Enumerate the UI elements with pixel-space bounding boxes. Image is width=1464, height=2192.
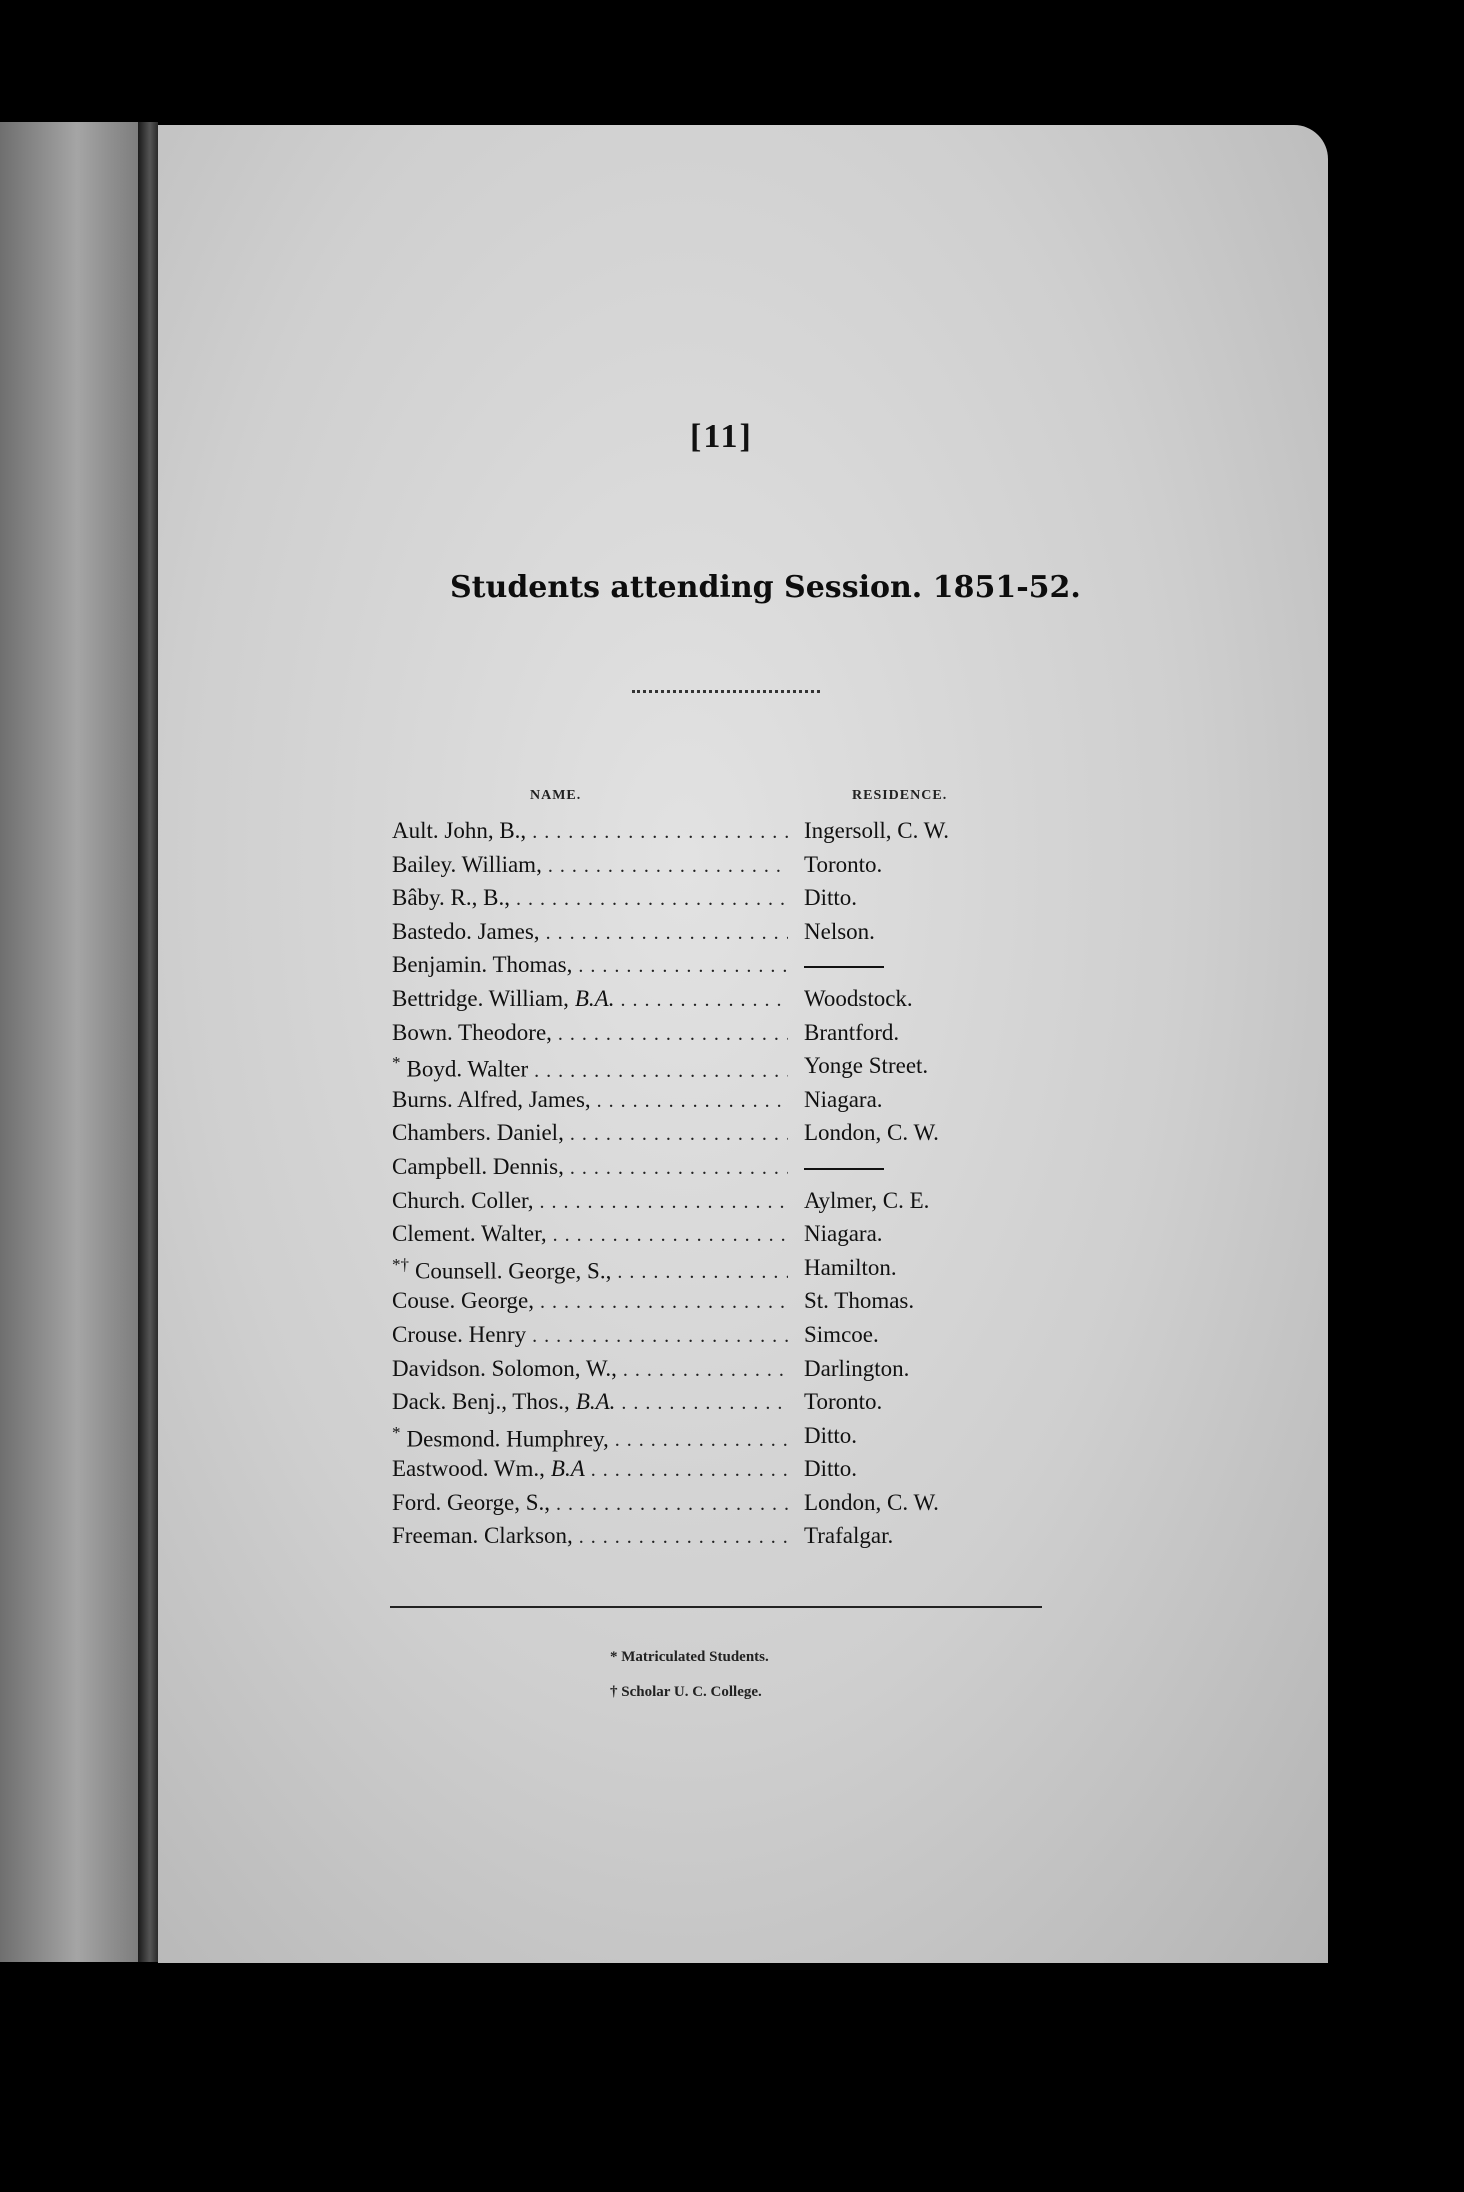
student-name-text: Bailey. William, [392,851,542,877]
student-name-text: Bâby. R., B., [392,885,510,911]
student-name-text: Desmond. Humphrey, [406,1426,609,1452]
student-row [392,1389,1012,1423]
student-name [392,952,788,978]
student-name-text: Freeman. Clarkson, [392,1523,573,1549]
student-name [392,1456,788,1482]
student-degree: B.A [550,1456,585,1482]
student-row [392,885,1012,919]
student-row [392,1221,1012,1255]
student-row [392,1255,1012,1289]
student-row [392,1188,1012,1222]
student-row [392,1020,1012,1054]
student-name-text: Church. Coller, [392,1187,534,1213]
student-row [392,818,1012,852]
student-name-text: Clement. Walter, [392,1221,547,1247]
student-residence: Niagara. [804,1221,883,1247]
student-name [392,1221,788,1247]
student-name [392,1053,788,1083]
student-name-text: Dack. Benj., Thos., [392,1389,570,1415]
student-name-text: Bastedo. James, [392,918,540,944]
student-row [392,1288,1012,1322]
student-name [392,852,788,878]
student-residence: Simcoe. [804,1321,879,1347]
student-residence: Woodstock. [804,985,913,1011]
student-name [392,1356,788,1382]
student-row [392,919,1012,953]
residence-blank-line [804,1168,884,1170]
student-degree: B.A. [575,1389,616,1415]
student-residence: Yonge Street. [804,1053,929,1079]
student-name-text: Benjamin. Thomas, [392,952,573,978]
student-row [392,1053,1012,1087]
page-title: Students attending Session. 1851-52. [450,570,1081,605]
page-number: [11] [690,418,753,455]
student-name [392,1087,788,1113]
student-degree: B.A. [574,985,615,1011]
student-name-text: Ault. John, B., [392,818,527,843]
student-name [392,1490,788,1516]
student-residence: Hamilton. [804,1254,897,1280]
student-name [392,885,788,911]
student-list [392,818,1012,1557]
student-row [392,1490,1012,1524]
student-residence: London, C. W. [804,1489,939,1515]
student-row [392,952,1012,986]
student-marks: * [392,1053,401,1073]
student-residence: Ditto. [804,1456,858,1482]
student-row [392,1456,1012,1490]
student-name-text: Burns. Alfred, James, [392,1086,591,1112]
student-row [392,1154,1012,1188]
student-residence [804,952,884,978]
student-name [392,1288,788,1314]
student-residence: Ingersoll, C. W. [804,818,950,843]
footnote-matriculated: * Matriculated Students. [610,1649,769,1665]
student-row [392,1423,1012,1457]
student-residence: Toronto. [804,1389,883,1415]
footnote-scholar: † Scholar U. C. College. [610,1684,762,1700]
student-name [392,1020,788,1046]
student-name-text: Bown. Theodore, [392,1019,552,1045]
student-row [392,1523,1012,1557]
student-residence: Toronto. [804,851,883,877]
student-name [392,1523,788,1549]
student-residence: Ditto. [804,885,858,911]
student-row [392,1120,1012,1154]
footnotes [610,1640,769,1710]
student-name-text: Bettridge. William, [392,985,569,1011]
student-residence: London, C. W. [804,1120,939,1146]
student-residence: Niagara. [804,1086,883,1112]
student-residence: Trafalgar. [804,1523,894,1549]
student-residence: Ditto. [804,1422,858,1448]
student-name-text: Chambers. Daniel, [392,1120,564,1146]
student-residence: Nelson. [804,918,875,944]
student-name [392,986,788,1012]
student-name [392,818,788,844]
footnote-rule [390,1606,1042,1608]
student-name [392,919,788,945]
residence-blank-line [804,966,884,968]
student-name [392,1255,788,1285]
student-name-text: Couse. George, [392,1288,535,1314]
student-residence: Darlington. [804,1355,910,1381]
student-row [392,1356,1012,1390]
column-header-name: NAME. [530,788,582,803]
title-ornament [632,690,820,701]
student-residence [804,1154,884,1180]
student-marks: * [392,1422,401,1442]
student-name [392,1188,788,1214]
student-row [392,1087,1012,1121]
student-name-text: Counsell. George, S., [415,1258,612,1284]
student-name-text: Ford. George, S., [392,1489,551,1515]
student-name [392,1423,788,1453]
student-name [392,1322,788,1348]
student-row [392,986,1012,1020]
book-gutter [138,122,158,1962]
facing-page-edge [0,122,140,1962]
student-name [392,1120,788,1146]
student-name-text: Campbell. Dennis, [392,1153,564,1179]
student-residence: Brantford. [804,1019,900,1045]
column-header-residence: RESIDENCE. [852,788,948,803]
student-name-text: Boyd. Walter [406,1056,529,1082]
student-row [392,852,1012,886]
student-residence: St. Thomas. [804,1288,915,1314]
student-name [392,1389,788,1415]
student-marks: *† [392,1254,409,1274]
student-name [392,1154,788,1180]
student-name-text: Eastwood. Wm., [392,1456,545,1482]
student-residence: Aylmer, C. E. [804,1187,930,1213]
student-name-text: Crouse. Henry [392,1321,527,1347]
student-name-text: Davidson. Solomon, W., [392,1355,617,1381]
student-row [392,1322,1012,1356]
